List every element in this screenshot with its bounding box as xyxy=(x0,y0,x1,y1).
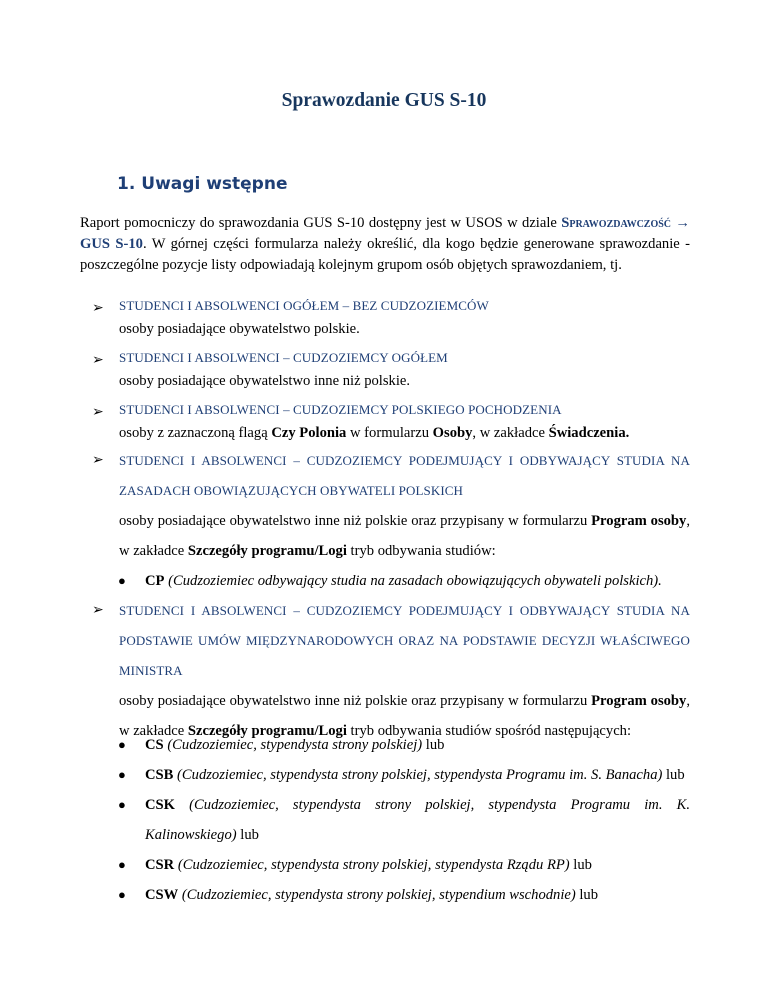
section-heading-text: Uwagi wstępne xyxy=(141,174,288,194)
group-heading: ➢ STUDENCI I ABSOLWENCI OGÓŁEM – BEZ CUDZOZIEMCÓW xyxy=(92,298,690,314)
bullet-icon: ● xyxy=(118,767,126,782)
section-heading xyxy=(117,174,287,194)
list-item: ● CSK (Cudzoziemiec, stypendysta strony polskiej, stypendysta Programu im. K. Kalinowskiego) lub xyxy=(118,790,690,850)
group-description: osoby posiadające obywatelstwo inne niż polskie oraz przypisany w formularzu Program osoby, w zakładce Szczegóły programu/Logi tryb odbywania studiów spośród następujących: xyxy=(119,693,690,739)
arrow-bullet-icon: ➢ xyxy=(92,353,104,368)
group-heading: ➢ STUDENCI I ABSOLWENCI – CUDZOZIEMCY PODEJMUJĄCY I ODBYWAJĄCY STUDIA NA PODSTAWIE UMÓW MIĘDZYNARODOWYCH ORAZ NA PODSTAWIE DECYZJI WŁAŚCIWEGO MINISTRA xyxy=(92,596,690,686)
group-description: osoby z zaznaczoną flagą Czy Polonia w formularzu Osoby, w zakładce Świadczenia. xyxy=(119,425,630,441)
list-item: ● CSR (Cudzoziemiec, stypendysta strony polskiej, stypendysta Rządu RP) lub xyxy=(118,850,690,880)
arrow-bullet-icon: ➢ xyxy=(92,453,104,468)
section-number: 1. xyxy=(117,174,136,194)
menu-path-arrow: → xyxy=(671,215,690,231)
list-item: ● CSB (Cudzoziemiec, stypendysta strony polskiej, stypendysta Programu im. S. Banacha) lub xyxy=(118,760,690,790)
group-item-1 xyxy=(92,298,690,341)
group-item-2 xyxy=(92,350,690,393)
mode-list-cp xyxy=(118,566,690,596)
intro-paragraph xyxy=(80,213,690,276)
intro-text-2: . W górnej części formularza należy określić, dla kogo będzie generowane sprawozdanie - poszczególne pozycje listy odpowiadają kolejnym grupom osób objętych sprawozdaniem, tj. xyxy=(80,236,690,273)
group-description: osoby posiadające obywatelstwo inne niż polskie oraz przypisany w formularzu Program osoby, w zakładce Szczegóły programu/Logi tryb odbywania studiów: xyxy=(119,513,690,559)
menu-path-reporting: Sprawozdawczość xyxy=(561,215,672,231)
list-item: ● CP (Cudzoziemiec odbywający studia na zasadach obowiązujących obywateli polskich). xyxy=(118,566,690,596)
bullet-icon: ● xyxy=(118,857,126,872)
page-title: Sprawozdanie GUS S-10 xyxy=(281,90,487,111)
menu-path-gus: GUS S-10 xyxy=(80,236,143,252)
group-item-5 xyxy=(92,596,690,746)
list-item: ● CS (Cudzoziemiec, stypendysta strony polskiej) lub xyxy=(118,730,690,760)
group-heading: ➢ STUDENCI I ABSOLWENCI – CUDZOZIEMCY POLSKIEGO POCHODZENIA xyxy=(92,402,690,418)
group-heading: ➢ STUDENCI I ABSOLWENCI – CUDZOZIEMCY OGÓŁEM xyxy=(92,350,690,366)
group-heading: ➢ STUDENCI I ABSOLWENCI – CUDZOZIEMCY PODEJMUJĄCY I ODBYWAJĄCY STUDIA NA ZASADACH OBOWIĄZUJĄCYCH OBYWATELI POLSKICH xyxy=(92,446,690,506)
intro-text-1: Raport pomocniczy do sprawozdania GUS S-10 dostępny jest w USOS w dziale xyxy=(80,215,557,231)
group-description: osoby posiadające obywatelstwo inne niż polskie. xyxy=(119,373,410,389)
arrow-bullet-icon: ➢ xyxy=(92,603,104,618)
list-item: ● CSW (Cudzoziemiec, stypendysta strony polskiej, stypendium wschodnie) lub xyxy=(118,880,690,910)
bullet-icon: ● xyxy=(118,573,126,588)
group-item-3 xyxy=(92,402,690,445)
group-description: osoby posiadające obywatelstwo polskie. xyxy=(119,321,360,337)
bullet-icon: ● xyxy=(118,887,126,902)
bullet-icon: ● xyxy=(118,797,126,812)
bullet-icon: ● xyxy=(118,737,126,752)
group-item-4 xyxy=(92,446,690,566)
mode-list xyxy=(118,730,690,910)
arrow-bullet-icon: ➢ xyxy=(92,301,104,316)
arrow-bullet-icon: ➢ xyxy=(92,405,104,420)
